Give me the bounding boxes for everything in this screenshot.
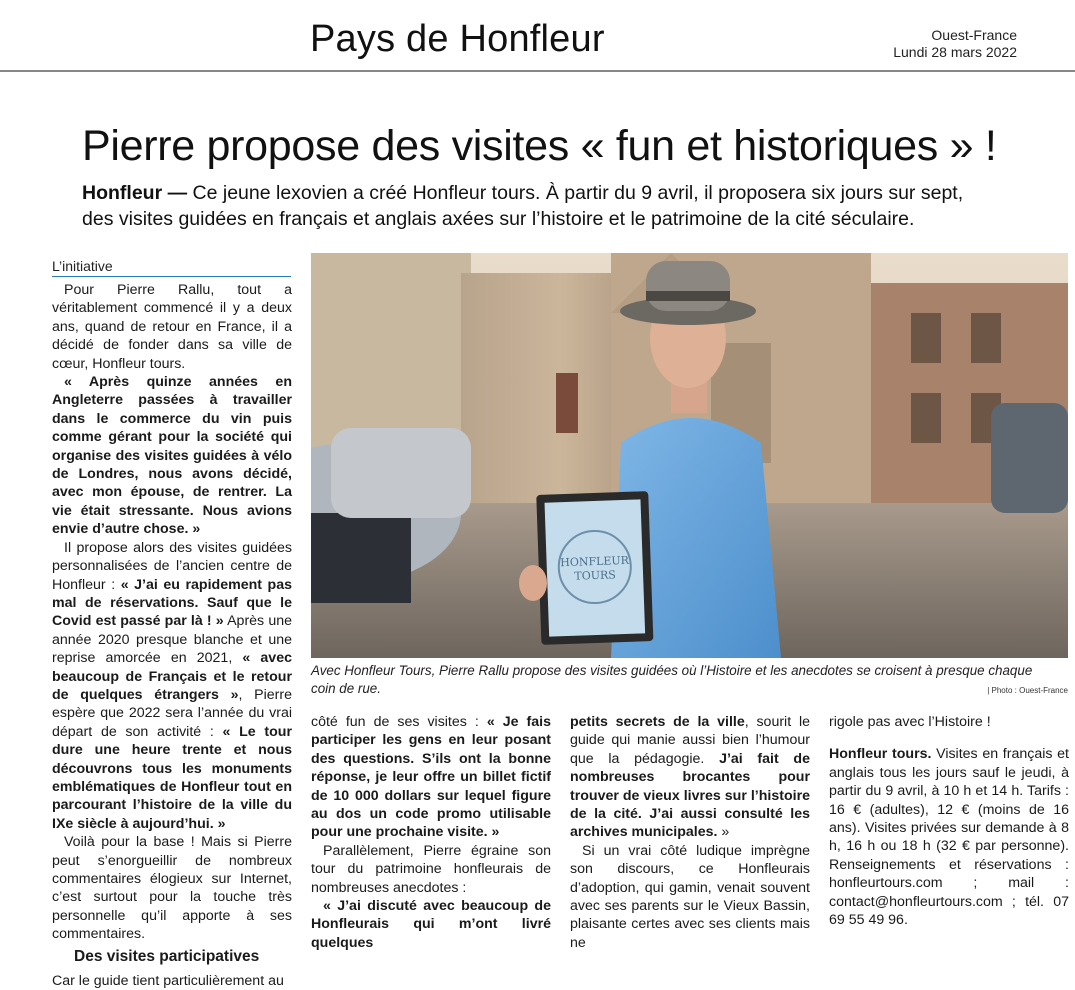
text: , sourit le guide qui manie aussi bien l’humour que la pédagogie. — [570, 714, 810, 767]
article-column-1 — [52, 281, 292, 990]
quote: petits secrets de la ville — [570, 714, 745, 730]
quote: J’ai fait de nombreuses brocantes pour trouver de vieux livres sur l’histoire de la cité. J’ai aussi consulté les archives municipales. — [570, 750, 810, 841]
board-text-1: HONFLEUR — [560, 553, 630, 570]
paragraph — [52, 539, 292, 834]
chapo — [82, 180, 982, 232]
quote: « J’ai eu rapidement pas mal de réservations. Sauf que le Covid est passé par là ! » — [52, 576, 292, 630]
header-rule — [0, 70, 1075, 72]
photo-illustration — [311, 253, 1068, 658]
photo-credit: | Photo : Ouest-France — [987, 686, 1068, 695]
paragraph: Pour Pierre Rallu, tout a véritablement commencé il y a deux ans, quand de retour en France, il a décidé de fonder dans sa ville de cœur, Honfleur tours. — [52, 282, 292, 372]
quote: « Je fais participer les gens en leur posant des questions. S’ils ont la bonne réponse, je leur offre un billet fictif de 10 000 dollars sur lequel figure au dos un code promo utilisable pour une prochaine visite. » — [311, 714, 551, 841]
publication-date: Lundi 28 mars 2022 — [893, 44, 1017, 60]
text: Après une année 2020 presque blanche et une reprise amorcée en 2021, — [52, 613, 292, 667]
article-photo — [311, 253, 1068, 658]
info-title: Honfleur tours. — [829, 746, 932, 763]
paragraph: Car le guide tient particulièrement au — [52, 973, 284, 990]
article-column-2 — [311, 713, 551, 952]
article-column-4 — [829, 713, 1069, 929]
text: Il propose alors des visites guidées personnalisées de l’ancien centre de Honfleur : — [52, 539, 292, 593]
paragraph — [52, 373, 292, 539]
paragraph — [570, 713, 810, 842]
text: côté fun de ses visites : — [311, 714, 487, 730]
chapo-text: Ce jeune lexovien a créé Honfleur tours. À partir du 9 avril, il proposera six jours sur sept, des visites guidées en français et anglais axées sur l’histoire et le patrimoine de la cité séculaire. — [82, 182, 964, 230]
info-text: Visites en français et anglais tous les jours sauf le jeudi, à partir du 9 avril, à 10 h et 14 h. Tarifs : 16 € (adultes), 12 € (moins de 16 ans). Visites privées sur demande à 8 h, 16 h ou 18 h (32 € par personne). Renseignements et réservations : honfleurtours.com ; mail : contact@honfleurtours.com ; tél. 07 69 55 49 96. — [829, 746, 1069, 929]
quote: « J’ai discuté avec beaucoup de Honfleurais qui m’ont livré quelques — [311, 898, 551, 951]
photo-caption: Avec Honfleur Tours, Pierre Rallu propose des visites guidées où l’Histoire et les anecdotes se croisent à presque chaque coin de rue. — [311, 663, 1033, 696]
quote: « Après quinze années en Angleterre passées à travailler dans le commerce du vin puis comme gérant pour la société qui organise des visites guidées à vélo de Londres, nous avons décidé, avec mon épouse, de rentrer. La vie était stressante. Nous avions envie d’autre chose. » — [52, 374, 292, 538]
quote: « avec beaucoup de Français et le retour de quelques étrangers » — [52, 650, 292, 703]
info-box — [829, 745, 1069, 929]
paragraph — [311, 897, 551, 952]
subheading: Des visites participatives — [74, 947, 260, 965]
chapo-dateline: Honfleur — — [82, 182, 188, 204]
paragraph: Si un vrai côté ludique imprègne son discours, ce Honfleurais d’adoption, qui gamin, venait souvent avec ses parents sur le Vieux Bassin, plaisante certes avec ses clients mais ne — [570, 842, 810, 951]
quote: « Le tour dure une heure trente et nous découvrons tous les monuments emblématiques de Honfleur tout en parcourant l’histoire de la ville du IXe siècle à aujourd’hui. » — [52, 723, 292, 832]
rubric-label: L’initiative — [52, 258, 291, 277]
paragraph: rigole pas avec l’Histoire ! — [829, 714, 991, 730]
paragraph — [311, 713, 551, 842]
newspaper-name: Ouest-France — [931, 27, 1017, 43]
paragraph: Parallèlement, Pierre égraine son tour du patrimoine honfleurais de nombreuses anecdotes : — [311, 842, 551, 896]
section-title: Pays de Honfleur — [310, 18, 605, 60]
headline: Pierre propose des visites « fun et historiques » ! — [82, 122, 997, 170]
paragraph: Voilà pour la base ! Mais si Pierre peut s’enorgueillir de nombreux commentaires élogieux sur Internet, c’est surtout pour la touche très personnelle qu’il apporte à ses commentaires. — [52, 834, 292, 943]
text: » — [717, 824, 730, 841]
text: , Pierre espère que 2022 sera l’année du vrai départ de son activité : — [52, 686, 292, 740]
article-column-3 — [570, 713, 810, 952]
board-text-2: TOURS — [574, 568, 617, 583]
newspaper-info — [870, 27, 1017, 61]
